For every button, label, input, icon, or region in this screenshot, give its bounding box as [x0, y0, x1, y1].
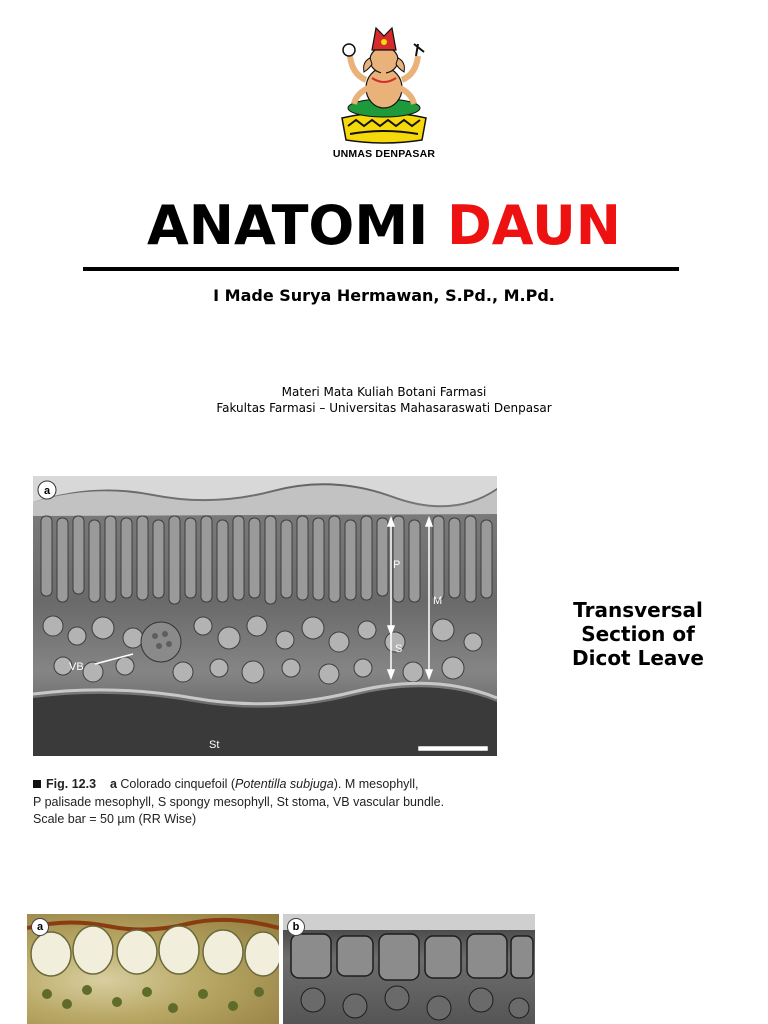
caption-text-before: Colorado cinquefoil ( [120, 777, 236, 791]
section-label [560, 598, 716, 670]
sem-micrograph-illustration [283, 914, 535, 1024]
light-micrograph-illustration [27, 914, 279, 1024]
label-st: St [209, 739, 220, 751]
panel-a-label: a [43, 485, 51, 497]
title-part-black: ANATOMI [147, 194, 429, 257]
title-part-red: DAUN [446, 194, 621, 257]
section-label-line-1: Transversal [573, 598, 703, 622]
square-bullet-icon [33, 780, 41, 788]
label-p: P [393, 559, 401, 571]
section-label-line-2: Section of [581, 622, 695, 646]
section-label-line-3: Dicot Leave [572, 646, 704, 670]
unmas-logo [326, 22, 442, 164]
label-vb: VB [69, 661, 84, 673]
subtitle-line-2: Fakultas Farmasi – Universitas Mahasaraswati Denpasar [216, 400, 552, 415]
caption-species: Potentilla subjuga [235, 777, 334, 791]
ganesha-logo-icon [334, 22, 434, 146]
subtitle-line-1: Materi Mata Kuliah Botani Farmasi [281, 385, 487, 399]
caption-line-3: Scale bar = 50 µm (RR Wise) [33, 812, 197, 826]
label-s: S [395, 643, 403, 655]
micrograph-illustration [33, 476, 497, 756]
leaf-section-light-micrograph [27, 914, 279, 1024]
title-divider [83, 267, 679, 271]
panel-b-small-label: b [287, 918, 305, 936]
caption-text-after: ). M mesophyll, [333, 777, 419, 791]
caption-letter: a [109, 777, 117, 791]
caption-line-1 [33, 776, 503, 794]
caption-fig-number: Fig. 12.3 [46, 777, 97, 791]
logo-text: UNMAS DENPASAR [332, 148, 436, 160]
leaf-cross-section-micrograph [33, 476, 497, 756]
label-m: M [433, 595, 443, 607]
leaf-section-sem-micrograph [283, 914, 535, 1024]
course-subtitle [0, 385, 768, 416]
figure-caption [33, 776, 503, 829]
caption-line-2: P palisade mesophyll, S spongy mesophyll, St stoma, VB vascular bundle. [33, 794, 445, 809]
panel-a-small-label: a [31, 918, 49, 936]
slide-title [0, 188, 768, 264]
author-name: I Made Surya Hermawan, S.Pd., M.Pd. [213, 286, 555, 305]
